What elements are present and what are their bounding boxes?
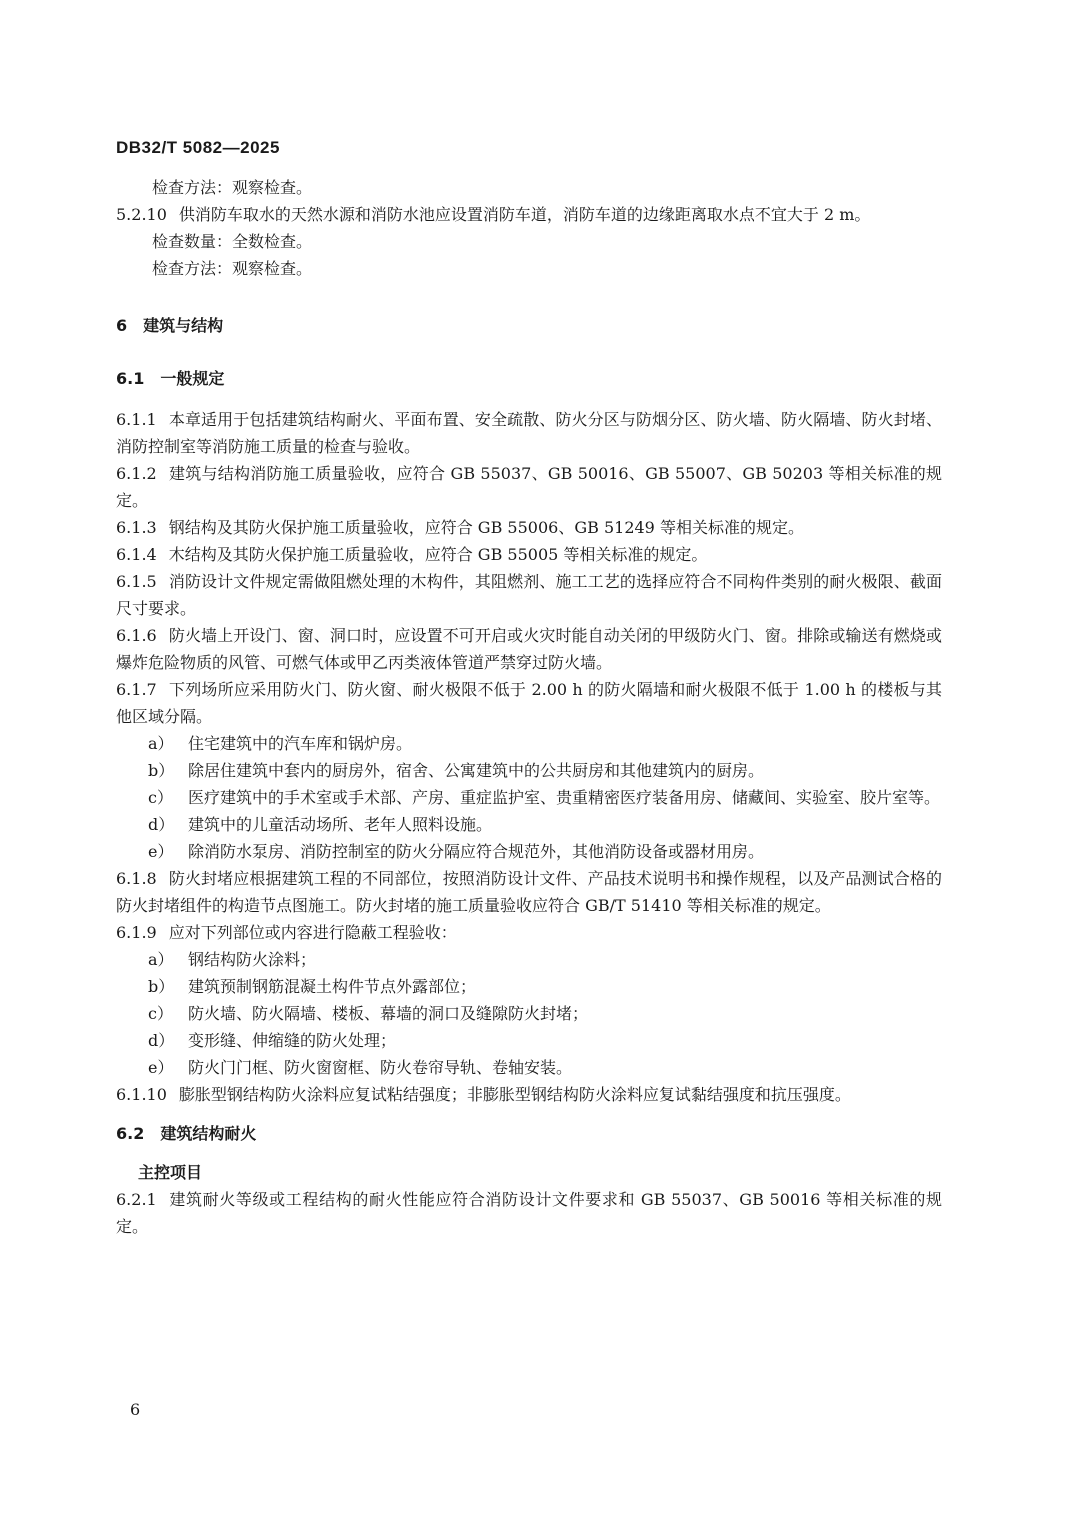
pre-section	[116, 174, 942, 282]
clause-text: 钢结构及其防火保护施工质量验收，应符合 GB 55006、GB 51249 等相关标准的规定。	[168, 518, 804, 537]
list-item	[116, 811, 942, 838]
clauses-6-1	[116, 406, 942, 1108]
section-heading-6-1	[116, 365, 942, 392]
clause-number: 6.1.8	[116, 869, 157, 888]
clause	[116, 541, 942, 568]
clause-number: 6.1.5	[116, 572, 157, 591]
section-title: 建筑结构耐火	[160, 1124, 257, 1143]
clause	[116, 460, 942, 514]
clause-number: 6.2.1	[116, 1190, 157, 1209]
list-item	[116, 1054, 942, 1081]
clause	[116, 622, 942, 676]
list-item-marker: e）	[148, 1058, 174, 1077]
list-item	[116, 1027, 942, 1054]
clause-number: 6.1.2	[116, 464, 157, 483]
list-item-text: 住宅建筑中的汽车库和锅炉房。	[188, 734, 413, 753]
clause-text: 应对下列部位或内容进行隐蔽工程验收：	[168, 923, 457, 942]
clause-text: 消防设计文件规定需做阻燃处理的木构件，其阻燃剂、施工工艺的选择应符合不同构件类别的耐火极限、截面尺寸要求。	[116, 572, 942, 618]
list-item-text: 变形缝、伸缩缝的防火处理；	[188, 1031, 397, 1050]
list-item-text: 除消防水泵房、消防控制室的防火分隔应符合规范外，其他消防设备或器材用房。	[188, 842, 765, 861]
list-item	[116, 757, 942, 784]
section-heading-6-2	[116, 1120, 942, 1147]
clause	[116, 514, 942, 541]
list-item-text: 钢结构防火涂料；	[188, 950, 317, 969]
clause-number: 6.1.9	[116, 923, 157, 942]
list-item	[116, 946, 942, 973]
list-item-text: 除居住建筑中套内的厨房外，宿舍、公寓建筑中的公共厨房和其他建筑内的厨房。	[188, 761, 765, 780]
clause	[116, 1081, 942, 1108]
clause-text: 防火墙上开设门、窗、洞口时，应设置不可开启或火灾时能自动关闭的甲级防火门、窗。排除或输送有燃烧或爆炸危险物质的风管、可燃气体或甲乙丙类液体管道严禁穿过防火墙。	[116, 626, 942, 672]
list-item	[116, 1000, 942, 1027]
chapter-heading	[116, 312, 942, 339]
list-item	[116, 973, 942, 1000]
list-item-marker: c）	[148, 788, 173, 807]
list-item-text: 防火门门框、防火窗窗框、防火卷帘导轨、卷轴安装。	[188, 1058, 573, 1077]
clause-text: 建筑与结构消防施工质量验收，应符合 GB 55037、GB 50016、GB 55007、GB 50203 等相关标准的规定。	[116, 464, 942, 510]
clause-number: 6.1.10	[116, 1085, 167, 1104]
list-item-text: 医疗建筑中的手术室或手术部、产房、重症监护室、贵重精密医疗装备用房、储藏间、实验室、胶片室等。	[188, 788, 941, 807]
chapter-number: 6	[116, 316, 128, 335]
clause-text: 防火封堵应根据建筑工程的不同部位，按照消防设计文件、产品技术说明书和操作规程，以及产品测试合格的防火封堵组件的构造节点图施工。防火封堵的施工质量验收应符合 GB/T 51410 等相关标准的规定。	[116, 869, 942, 915]
list-item-marker: d）	[148, 815, 175, 834]
chapter-title: 建筑与结构	[143, 316, 224, 335]
doc-code-header: DB32/T 5082—2025	[116, 138, 280, 157]
indented-line: 检查方法：观察检查。	[152, 259, 313, 278]
subheading-main-control: 主控项目	[138, 1163, 203, 1182]
list-item-text: 防火墙、防火隔墙、楼板、幕墙的洞口及缝隙防火封堵；	[188, 1004, 589, 1023]
clause	[116, 406, 942, 460]
clause	[116, 201, 942, 228]
list-item-marker: c）	[148, 1004, 173, 1023]
clause	[116, 568, 942, 622]
list-item	[116, 784, 942, 811]
section-number: 6.1	[116, 369, 145, 388]
clause	[116, 1186, 942, 1240]
indented-line: 检查方法：观察检查。	[152, 178, 313, 197]
clause-number: 5.2.10	[116, 205, 167, 224]
clause-number: 6.1.7	[116, 680, 157, 699]
clause-text: 本章适用于包括建筑结构耐火、平面布置、安全疏散、防火分区与防烟分区、防火墙、防火隔墙、防火封堵、消防控制室等消防施工质量的检查与验收。	[116, 410, 942, 456]
clause-number: 6.1.3	[116, 518, 157, 537]
clause	[116, 919, 942, 946]
clause	[116, 676, 942, 730]
list-item-marker: e）	[148, 842, 174, 861]
clause-text: 下列场所应采用防火门、防火窗、耐火极限不低于 2.00 h 的防火隔墙和耐火极限不低于 1.00 h 的楼板与其他区域分隔。	[116, 680, 942, 726]
page-content	[116, 174, 942, 1240]
clause	[116, 865, 942, 919]
indented-line: 检查数量：全数检查。	[152, 232, 313, 251]
list-item-marker: a）	[148, 950, 174, 969]
clauses-6-2	[116, 1186, 942, 1240]
list-item-text: 建筑预制钢筋混凝土构件节点外露部位；	[188, 977, 477, 996]
clause-number: 6.1.6	[116, 626, 157, 645]
section-title: 一般规定	[160, 369, 225, 388]
clause-text: 木结构及其防火保护施工质量验收，应符合 GB 55005 等相关标准的规定。	[168, 545, 708, 564]
list-item-marker: d）	[148, 1031, 175, 1050]
clause-number: 6.1.1	[116, 410, 157, 429]
page-number: 6	[130, 1400, 141, 1419]
list-item	[116, 730, 942, 757]
list-item-marker: a）	[148, 734, 174, 753]
list-item-marker: b）	[148, 761, 175, 780]
list-item	[116, 838, 942, 865]
clause-text: 膨胀型钢结构防火涂料应复试粘结强度；非膨胀型钢结构防火涂料应复试黏结强度和抗压强度。	[178, 1085, 851, 1104]
clause-number: 6.1.4	[116, 545, 157, 564]
list-item-text: 建筑中的儿童活动场所、老年人照料设施。	[188, 815, 493, 834]
list-item-marker: b）	[148, 977, 175, 996]
section-number: 6.2	[116, 1124, 145, 1143]
clause-text: 建筑耐火等级或工程结构的耐火性能应符合消防设计文件要求和 GB 55037、GB 50016 等相关标准的规定。	[116, 1190, 942, 1236]
clause-text: 供消防车取水的天然水源和消防水池应设置消防车道，消防车道的边缘距离取水点不宜大于 2 m。	[178, 205, 871, 224]
